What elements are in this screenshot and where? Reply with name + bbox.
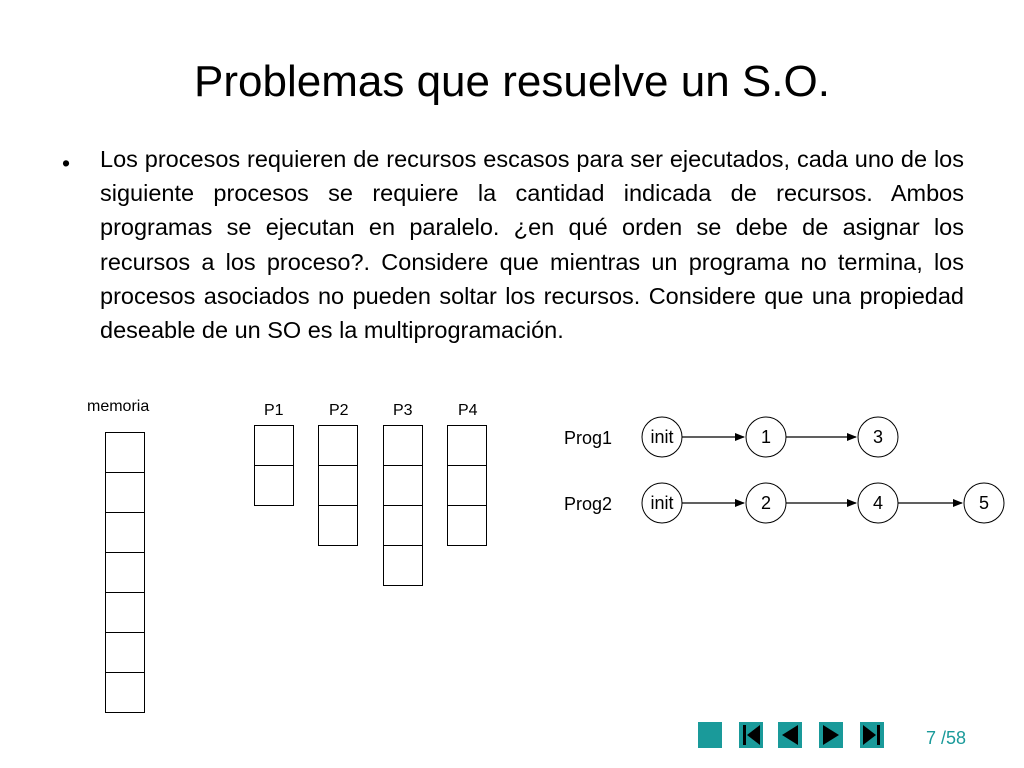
current-page-number: 7	[926, 728, 937, 748]
prog1-node-1	[746, 417, 786, 457]
prog2-node-5	[964, 483, 1004, 523]
prog1-node-init	[642, 417, 682, 457]
next-page-icon[interactable]	[819, 722, 843, 748]
process-label-p3: P3	[393, 402, 413, 419]
node-label: init	[650, 427, 674, 447]
prog2-node-4	[858, 483, 898, 523]
node-label: 3	[872, 427, 884, 447]
node-label: 2	[760, 493, 772, 513]
page-indicator	[926, 728, 966, 748]
prog2-node-2	[746, 483, 786, 523]
last-page-icon[interactable]	[860, 722, 884, 748]
process-label-p1: P1	[264, 402, 284, 419]
process-label-p4: P4	[458, 402, 478, 419]
prog1-label: Prog1	[564, 428, 613, 448]
prog2-node-init	[642, 483, 682, 523]
first-page-icon[interactable]	[739, 722, 763, 748]
node-label: 1	[760, 427, 772, 447]
prog2-label: Prog2	[564, 494, 613, 514]
bullet-text: Los procesos requieren de recursos escasos para ser ejecutados, cada uno de los siguiente procesos se requiere la cantidad indicada de recursos. Ambos programas se ejecutan en paralelo. ¿en qué orden se debe de asignar los recursos a los proceso?. Considere que mientras un programa no termina, los procesos asociados no pueden soltar los recursos. Considere que una propiedad deseable de un SO es la multiprogramación.	[100, 146, 964, 344]
node-label: 4	[872, 493, 884, 513]
bullet-marker: •	[62, 150, 71, 176]
home-square-icon[interactable]	[698, 722, 722, 748]
prog1-node-3	[858, 417, 898, 457]
memory-label: memoria	[87, 398, 150, 415]
previous-page-icon[interactable]	[778, 722, 802, 748]
node-label: 5	[978, 493, 990, 513]
total-pages: /58	[941, 728, 967, 748]
process-label-p2: P2	[329, 402, 349, 419]
slide-title: Problemas que resuelve un S.O.	[194, 57, 830, 106]
node-label: init	[650, 493, 674, 513]
